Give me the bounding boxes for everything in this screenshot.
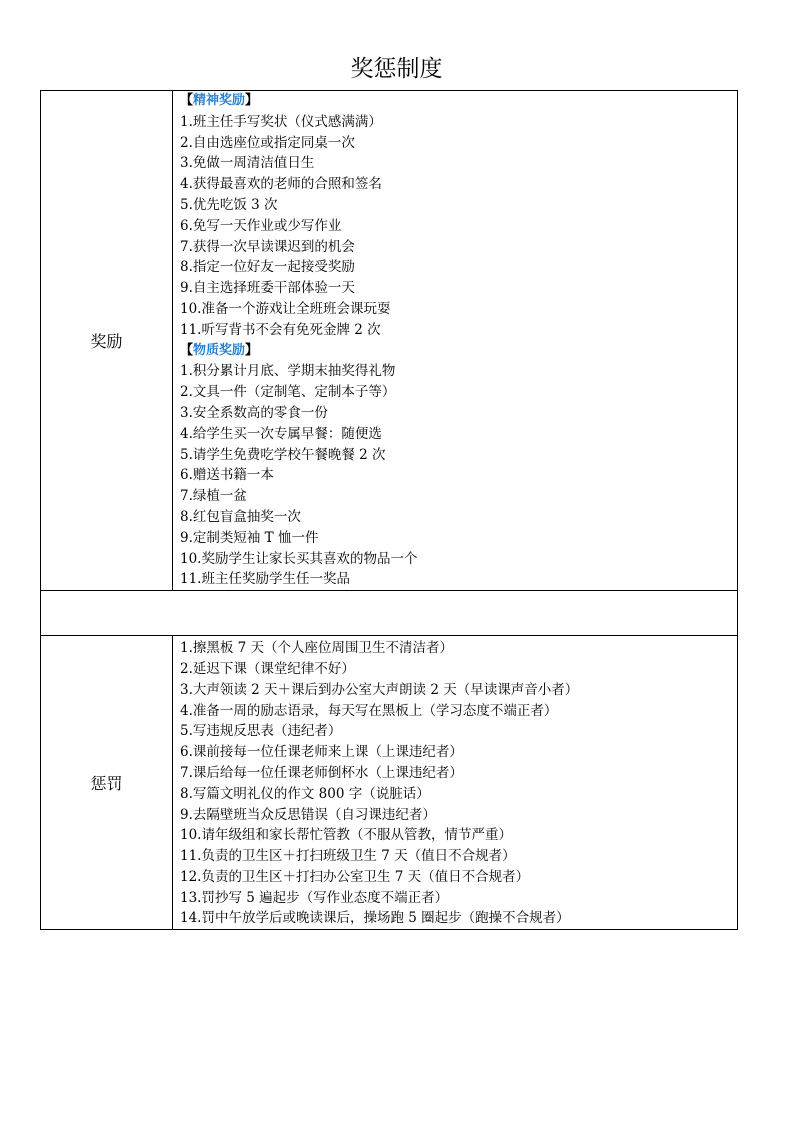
material-reward-item: 9.定制类短袖 T 恤一件 [180,529,319,546]
punishment-item: 5.写违规反思表（违纪者） [180,723,342,740]
punishment-row [41,636,738,930]
material-reward-item: 7.绿植一盆 [180,488,247,505]
spiritual-reward-item: 3.免做一周清洁值日生 [180,155,315,172]
blank-cell [41,591,738,636]
punishment-item: 1.擦黑板 7 天（个人座位周围卫生不清洁者） [180,640,454,657]
punishment-item: 10.请年级组和家长帮忙管教（不服从管教，情节严重） [180,827,512,844]
punishment-item: 7.课后给每一位任课老师倒杯水（上课违纪者） [180,764,463,781]
material-reward-item: 6.赠送书籍一本 [180,467,274,484]
spiritual-reward-item: 6.免写一天作业或少写作业 [180,217,342,234]
material-reward-item: 8.红包盲盒抽奖一次 [180,508,301,525]
spiritual-reward-item: 5.优先吃饭 3 次 [180,196,278,213]
punishment-item: 4.准备一周的励志语录，每天写在黑板上（学习态度不端正者） [180,702,558,719]
policy-table [40,90,738,930]
blank-row [41,591,738,636]
material-reward-item: 4.给学生买一次专属早餐：随便选 [180,425,382,442]
punishment-item: 14.罚中午放学后或晚读课后，操场跑 5 圈起步（跑操不合规者） [180,910,570,927]
spiritual-reward-item: 11.听写背书不会有免死金牌 2 次 [180,321,381,338]
material-reward-item: 3.安全系数高的零食一份 [180,404,328,421]
spiritual-reward-item: 7.获得一次早读课迟到的机会 [180,238,355,255]
spiritual-reward-item: 10.准备一个游戏让全班班会课玩耍 [180,300,391,317]
spiritual-reward-item: 4.获得最喜欢的老师的合照和签名 [180,176,382,193]
spiritual-reward-item: 8.指定一位好友一起接受奖励 [180,259,355,276]
reward-items-cell [173,91,738,591]
spiritual-reward-heading: 【精神奖励】 [180,93,259,108]
punishment-item: 12.负责的卫生区＋打扫办公室卫生 7 天（值日不合规者） [180,868,530,885]
material-reward-item: 5.请学生免费吃学校午餐晚餐 2 次 [180,446,386,463]
punishment-items-cell [173,636,738,930]
spiritual-reward-item: 1.班主任手写奖状（仪式感满满） [180,113,382,130]
punishment-item: 8.写篇文明礼仪的作文 800 字（说脏话） [180,785,430,802]
reward-row [41,91,738,591]
punishment-item: 13.罚抄写 5 遍起步（写作业态度不端正者） [180,889,449,906]
punishment-item: 11.负责的卫生区＋打扫班级卫生 7 天（值日不合规者） [180,848,516,865]
punishment-category-label: 惩罚 [41,636,173,930]
material-reward-item: 2.文具一件（定制笔、定制本子等） [180,384,396,401]
spiritual-reward-item: 2.自由选座位或指定同桌一次 [180,134,355,151]
material-reward-item: 11.班主任奖励学生任一奖品 [180,571,350,588]
material-reward-heading: 【物质奖励】 [180,342,259,358]
punishment-item: 3.大声领读 2 天＋课后到办公室大声朗读 2 天（早读课声音小者） [180,681,579,698]
material-reward-item: 10.奖励学生让家长买其喜欢的物品一个 [180,550,418,567]
spiritual-reward-item: 9.自主选择班委干部体验一天 [180,280,355,297]
reward-category-label: 奖励 [41,91,173,591]
document-title: 奖惩制度 [350,56,443,82]
punishment-item: 6.课前接每一位任课老师来上课（上课违纪者） [180,744,463,761]
punishment-item: 9.去隔壁班当众反思错误（自习课违纪者） [180,806,436,823]
material-reward-item: 1.积分累计月底、学期末抽奖得礼物 [180,363,396,380]
punishment-item: 2.延迟下课（课堂纪律不好） [180,660,355,677]
